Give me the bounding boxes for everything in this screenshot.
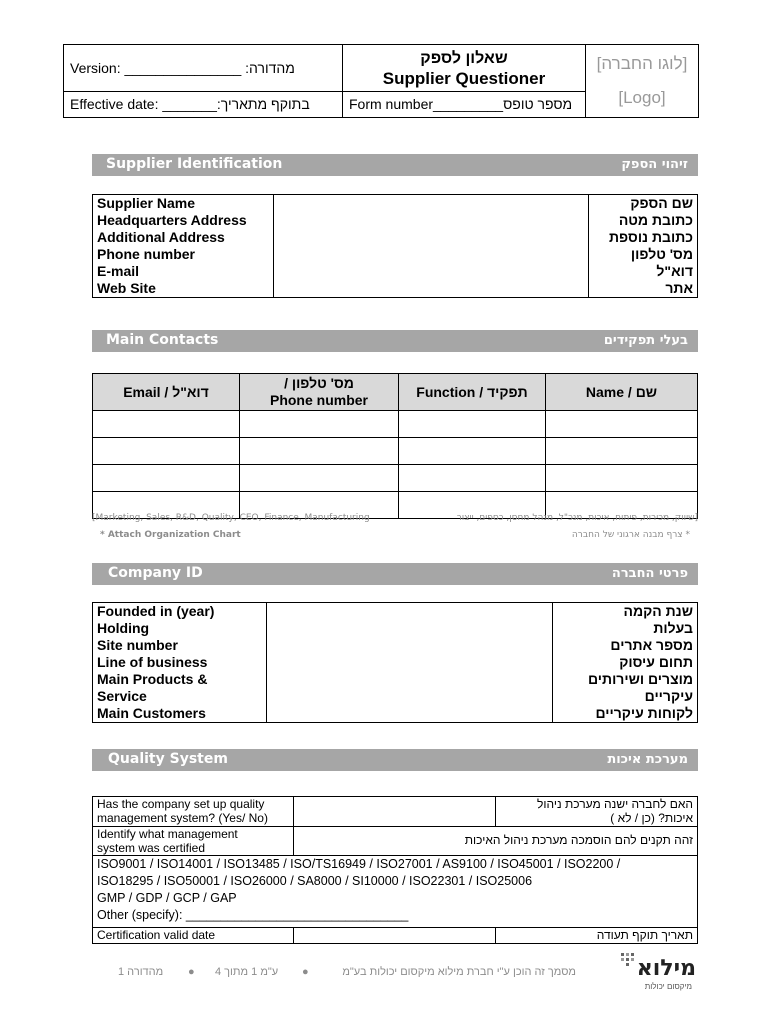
q1-line2: management system? (Yes/ No): [97, 811, 268, 825]
q1-he-line1: האם לחברה ישנה מערכת ניהול: [537, 797, 693, 811]
attach-note-en: * Attach Organization Chart: [100, 530, 241, 540]
section-title-en: Supplier Identification: [106, 156, 283, 172]
section-bar-identification: [92, 154, 698, 176]
q2-line1: Identify what management: [97, 827, 238, 841]
input-email[interactable]: [274, 263, 589, 280]
section-bar-quality: [92, 749, 698, 771]
label-main-customers: Main Customers: [93, 705, 267, 723]
roles-note-he: [שיווק, מכירות, פיתוח, איכות, מנכ"ל, מנהל מחסן, כספים, ייצור: [456, 513, 698, 523]
label-founded: Founded in (year): [93, 603, 267, 621]
label-he: אתר: [665, 280, 693, 296]
label-main-products: Main Products &: [93, 671, 267, 688]
q1-label: [93, 797, 294, 827]
roles-note-en: [Marketing, Sales, R&D, Quality, CEO, Finance, Manufacturing: [92, 513, 370, 523]
input-website[interactable]: [274, 280, 589, 298]
cert-date-input[interactable]: [294, 928, 496, 944]
label-he: שם הספק: [630, 195, 693, 211]
q1-line1: Has the company set up quality: [97, 797, 265, 811]
cell-input[interactable]: [240, 411, 399, 438]
label-supplier-name: Supplier Name: [93, 195, 274, 213]
standards-other[interactable]: Other (specify): ________________________________: [97, 908, 409, 922]
q2-line2: system was certified: [97, 841, 206, 855]
section-title-he: פרטי החברה: [611, 566, 688, 581]
form-title: [343, 45, 586, 92]
cell-input[interactable]: [546, 438, 698, 465]
col-name: Name / שם: [546, 374, 698, 411]
footer-page: ע"מ 1 מתוך 4: [215, 966, 279, 978]
q2-label-he: זהה תקנים להם הוסמכה מערכת ניהול האיכות: [294, 827, 698, 856]
company-logo: [620, 952, 696, 992]
standards-line3: GMP / GDP / GCP / GAP: [97, 891, 237, 905]
q1-he-line2: איכות? (כן / לא ): [610, 811, 693, 825]
form-number-field[interactable]: Form number_________מספר טופס: [343, 91, 586, 117]
logo-subtext: מיקסום יכולות: [644, 982, 692, 991]
cell-input[interactable]: [546, 465, 698, 492]
standards-line2: ISO18295 / ISO50001 / ISO26000 / SA8000 / SI10000 / ISO22301 / ISO25006: [97, 874, 533, 888]
label-he: תחום עיסוק: [619, 654, 693, 670]
cert-date-label-he: תאריך תוקף תעודה: [496, 928, 698, 944]
label-he: מספר אתרים: [610, 637, 693, 653]
label-he: דוא"ל: [656, 263, 693, 279]
header-table: [63, 44, 699, 118]
label-he: מוצרים ושירותים: [588, 671, 693, 687]
quality-table: [92, 796, 698, 944]
input-site-number[interactable]: [267, 637, 553, 654]
title-hebrew: שאלון לספק: [420, 49, 508, 67]
label-holding: Holding: [93, 620, 267, 637]
section-title-en: Quality System: [108, 751, 228, 767]
section-title-he: מערכת איכות: [607, 752, 688, 767]
label-he: כתובת מטה: [618, 212, 693, 228]
table-row: [93, 411, 698, 438]
label-he: שנת הקמה: [623, 603, 693, 619]
cell-input[interactable]: [93, 411, 240, 438]
section-bar-contacts: [92, 330, 698, 352]
section-title-en: Main Contacts: [106, 332, 219, 348]
section-bar-company: [92, 563, 698, 585]
label-hq-address: Headquarters Address: [93, 212, 274, 229]
footer-version: מהדורה 1: [118, 966, 164, 978]
table-row: [93, 465, 698, 492]
logo-english: [Logo]: [618, 88, 666, 107]
input-main-products[interactable]: [267, 671, 553, 705]
logo-text: מילוא: [636, 956, 696, 981]
cell-input[interactable]: [93, 438, 240, 465]
input-line-of-business[interactable]: [267, 654, 553, 671]
cell-input[interactable]: [399, 411, 546, 438]
footer-bullet: ●: [302, 966, 309, 978]
cell-input[interactable]: [399, 465, 546, 492]
label-additional-address: Additional Address: [93, 229, 274, 246]
q1-label-he: [496, 797, 698, 827]
input-hq-address[interactable]: [274, 212, 589, 229]
input-holding[interactable]: [267, 620, 553, 637]
col-phone-en: Phone number: [269, 392, 368, 408]
q2-label: [93, 827, 294, 856]
company-table: [92, 602, 698, 723]
effective-date-field[interactable]: Effective date: _______:בתוקף מתאריך: [64, 91, 343, 117]
label-line-of-business: Line of business: [93, 654, 267, 671]
col-function: Function / תפקיד: [399, 374, 546, 411]
attach-note-he: * צרף מבנה ארגוני של החברה: [571, 530, 690, 540]
standards-line1: ISO9001 / ISO14001 / ISO13485 / ISO/TS16949 / ISO27001 / AS9100 / ISO45001 / ISO2200 /: [97, 857, 621, 871]
version-field[interactable]: Version: _______________ :מהדורה: [64, 45, 343, 92]
cert-date-label: Certification valid date: [93, 928, 294, 944]
input-additional-address[interactable]: [274, 229, 589, 246]
label-he: מס' טלפון: [630, 246, 693, 262]
label-email: E-mail: [93, 263, 274, 280]
contacts-table: [92, 373, 698, 519]
label-phone: Phone number: [93, 246, 274, 263]
footer-text: מסמך זה הוכן ע"י חברת מילוא מיקסום יכולות בע"מ: [342, 966, 576, 978]
section-title-he: בעלי תפקידים: [603, 333, 688, 348]
logo-hebrew: [לוגו החברה]: [596, 54, 688, 73]
col-phone-he: מס' טלפון /: [284, 375, 354, 391]
cell-input[interactable]: [240, 438, 399, 465]
col-email: Email / דוא"ל: [93, 374, 240, 411]
label-website: Web Site: [93, 280, 274, 298]
cell-input[interactable]: [93, 465, 240, 492]
col-phone: [240, 374, 399, 411]
q1-answer-input[interactable]: [294, 797, 496, 827]
label-he: לקוחות עיקריים: [595, 705, 693, 721]
input-supplier-name[interactable]: [274, 195, 589, 213]
logo-placeholder: [586, 45, 699, 118]
input-main-customers[interactable]: [267, 705, 553, 723]
label-he: בעלות: [653, 620, 693, 636]
input-founded[interactable]: [267, 603, 553, 621]
title-english: Supplier Questioner: [382, 68, 546, 88]
cell-input[interactable]: [546, 411, 698, 438]
label-site-number: Site number: [93, 637, 267, 654]
footer-bullet: ●: [188, 966, 195, 978]
input-phone[interactable]: [274, 246, 589, 263]
label-he: עיקריים: [644, 688, 693, 704]
identification-table: [92, 194, 698, 298]
table-row: [93, 438, 698, 465]
label-service: Service: [93, 688, 267, 705]
cell-input[interactable]: [240, 465, 399, 492]
section-title-en: Company ID: [108, 565, 203, 581]
label-he: כתובת נוספת: [609, 229, 693, 245]
standards-list[interactable]: [93, 856, 698, 928]
section-title-he: זיהוי הספק: [621, 157, 688, 172]
cell-input[interactable]: [399, 438, 546, 465]
